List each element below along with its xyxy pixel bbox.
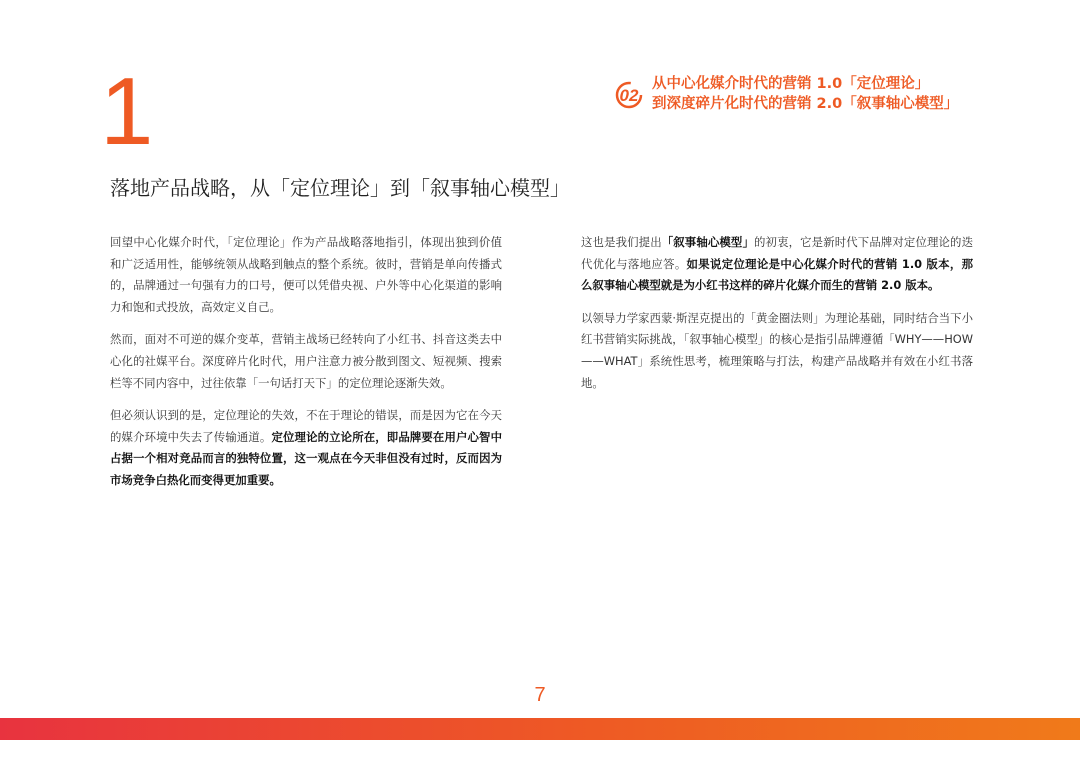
left-paragraph-2: 然而，面对不可逆的媒介变革，营销主战场已经转向了小红书、抖音这类去中心化的社媒平台。深度碎片化时代，用户注意力被分散到图文、短视频、搜索栏等不同内容中，过往依靠「一句话打天下」的定位理论逐渐失效。: [110, 332, 502, 390]
left-paragraph-3: [110, 405, 502, 491]
right-paragraph-1-emphasis: 如果说定位理论是中心化媒介时代的营销 1.0 版本，那么叙事轴心模型就是为小红书这样的碎片化媒介而生的营销 2.0 版本。: [581, 256, 973, 293]
left-paragraph-1: 回望中心化媒介时代，「定位理论」作为产品战略落地指引，体现出独到价值和广泛适用性，能够统领从战略到触点的整个系统。彼时，营销是单向传播式的，品牌通过一句强有力的口号，便可以凭借央视、户外等中心化渠道的影响力和饱和式投放，高效定义自己。: [110, 235, 502, 314]
right-paragraph-1-text: 的初衷，它是新时代下品牌对定位理论的迭代优化与落地应答。: [581, 235, 973, 271]
right-paragraph-2: 以领导力学家西蒙·斯涅克提出的「黄金圈法则」为理论基础，同时结合当下小红书营销实际挑战，「叙事轴心模型」的核心是指引品牌遵循「WHY——HOW——WHAT」系统性思考，梳理策略与打法，构建产品战略并有效在小红书落地。: [581, 310, 973, 390]
right-column: [581, 232, 973, 405]
right-paragraph-1-model-name: 「叙事轴心模型」: [661, 235, 754, 249]
page-title: 落地产品战略，从「定位理论」到「叙事轴心模型」: [110, 176, 570, 200]
chapter-badge-icon: [614, 80, 644, 110]
chapter-title-line-2: 到深度碎片化时代的营销 2.0「叙事轴心模型」: [652, 96, 959, 112]
footer-gradient-bar: [0, 718, 1080, 740]
left-paragraph-3-emphasis: 定位理论的立论所在，即品牌要在用户心智中占据一个相对竞品而言的独特位置，这一观点在今天非但没有过时，反而因为市场竞争白热化而变得更加重要。: [110, 429, 502, 487]
right-paragraph-1-lead: 这也是我们提出: [581, 235, 662, 249]
left-column: [110, 232, 502, 503]
page-number: 7: [534, 684, 546, 706]
left-paragraph-3-text: 但必须认识到的是，定位理论的失效，不在于理论的错误，而是因为它在今天的媒介环境中失去了传输通道。: [110, 408, 502, 444]
section-number: 1: [100, 58, 154, 165]
chapter-title-line-1: 从中心化媒介时代的营销 1.0「定位理论」: [652, 76, 930, 92]
right-paragraph-1: [581, 232, 973, 297]
badge-number: 02: [619, 86, 639, 105]
